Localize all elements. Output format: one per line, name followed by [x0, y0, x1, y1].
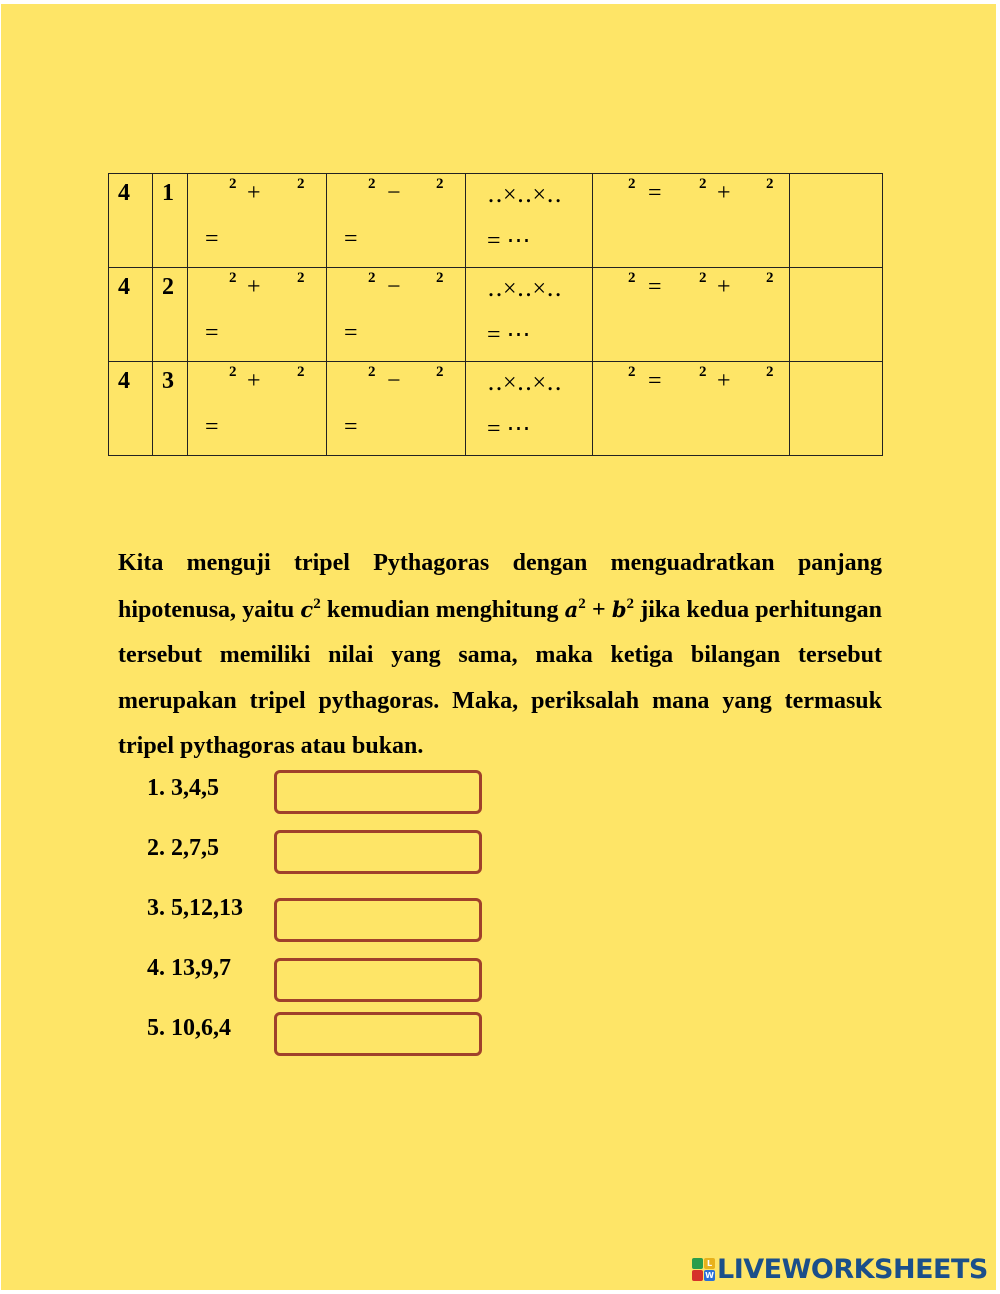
instructions-text-1: Kita menguji tripel Pythagoras dengan menguadratkan panjang hipotenusa, yaitu — [118, 550, 882, 623]
logo-square — [692, 1270, 703, 1281]
plus-op: + — [717, 180, 731, 206]
table-cell — [109, 174, 153, 268]
question-label: 4. 13,9,7 — [147, 955, 231, 981]
var-a: a — [564, 596, 579, 622]
equals-op: = — [648, 180, 662, 206]
square-mark: 2 — [628, 176, 636, 192]
question-label: 2. 2,7,5 — [147, 835, 219, 861]
answer-box[interactable] — [274, 770, 482, 814]
product-expr[interactable]: ‥×‥×‥ — [487, 370, 563, 396]
answer-cell[interactable] — [790, 174, 883, 268]
plus-op: + — [717, 274, 731, 300]
square-mark: 2 — [229, 176, 237, 192]
table-cell — [153, 268, 188, 362]
square-mark: 2 — [368, 176, 376, 192]
table-cell — [466, 174, 593, 268]
minus-op: − — [387, 180, 401, 206]
answer-box[interactable] — [274, 958, 482, 1002]
answer-box[interactable] — [274, 898, 482, 942]
answer-cell[interactable] — [790, 268, 883, 362]
product-result[interactable]: = ⋯ — [487, 322, 531, 348]
plus-op: + — [717, 368, 731, 394]
table-cell — [593, 362, 790, 456]
instructions-text-2: kemudian menghitung — [320, 596, 565, 623]
plus-op: + — [247, 180, 261, 206]
product-result[interactable]: = ⋯ — [487, 416, 531, 442]
minus-op: − — [387, 274, 401, 300]
equals-op: = — [648, 274, 662, 300]
square-mark: 2 — [699, 270, 707, 286]
square-mark: 2 — [766, 364, 774, 380]
n-value: 4 — [118, 368, 130, 394]
table-cell — [593, 268, 790, 362]
var-c: c — [300, 596, 314, 622]
square-mark: 2 — [766, 270, 774, 286]
table-cell — [188, 362, 327, 456]
square-mark: 2 — [436, 270, 444, 286]
table-cell — [593, 174, 790, 268]
square-mark: 2 — [229, 270, 237, 286]
n-value: 4 — [118, 274, 130, 300]
instructions-paragraph — [118, 541, 882, 770]
m-value: 1 — [162, 180, 174, 206]
sup-a: 2 — [578, 595, 586, 612]
pythagoras-table — [108, 173, 883, 456]
square-mark: 2 — [699, 176, 707, 192]
equals-input[interactable]: = — [205, 226, 219, 252]
sup-b: 2 — [626, 595, 635, 612]
square-mark: 2 — [368, 270, 376, 286]
square-mark: 2 — [229, 364, 237, 380]
table-cell — [466, 362, 593, 456]
liveworksheets-logo — [692, 1254, 988, 1285]
plus-sign: + — [585, 596, 612, 623]
answer-box[interactable] — [274, 830, 482, 874]
answer-box[interactable] — [274, 1012, 482, 1056]
square-mark: 2 — [699, 364, 707, 380]
product-result[interactable]: = ⋯ — [487, 228, 531, 254]
square-mark: 2 — [436, 176, 444, 192]
equals-input[interactable]: = — [344, 414, 358, 440]
square-mark: 2 — [297, 364, 305, 380]
equals-input[interactable]: = — [205, 414, 219, 440]
equals-op: = — [648, 368, 662, 394]
table-row — [109, 174, 883, 268]
square-mark: 2 — [368, 364, 376, 380]
product-expr[interactable]: ‥×‥×‥ — [487, 276, 563, 302]
minus-op: − — [387, 368, 401, 394]
square-mark: 2 — [628, 364, 636, 380]
table-cell — [327, 268, 466, 362]
logo-text: LIVEWORKSHEETS — [717, 1254, 988, 1285]
table-cell — [188, 174, 327, 268]
table-cell — [327, 362, 466, 456]
instructions-text-3: jika kedua perhitungan tersebut memiliki nilai yang sama, maka ketiga bilangan tersebut merupakan tripel pythagoras. Maka, periksalah mana yang termasuk tripel pythagoras atau bukan. — [118, 596, 882, 759]
product-expr[interactable]: ‥×‥×‥ — [487, 182, 563, 208]
plus-op: + — [247, 274, 261, 300]
m-value: 2 — [162, 274, 174, 300]
question-label: 1. 3,4,5 — [147, 775, 219, 801]
table-cell — [327, 174, 466, 268]
answer-cell[interactable] — [790, 362, 883, 456]
table-cell — [109, 268, 153, 362]
equals-input[interactable]: = — [344, 226, 358, 252]
logo-mark-icon — [692, 1258, 715, 1281]
logo-letter-top: L — [704, 1258, 715, 1269]
table-row — [109, 268, 883, 362]
table-cell — [109, 362, 153, 456]
square-mark: 2 — [766, 176, 774, 192]
logo-letter-bottom: W — [705, 1271, 714, 1280]
table-cell — [188, 268, 327, 362]
table-cell — [153, 174, 188, 268]
plus-op: + — [247, 368, 261, 394]
n-value: 4 — [118, 180, 130, 206]
sup-c: 2 — [313, 595, 321, 612]
question-label: 5. 10,6,4 — [147, 1015, 231, 1041]
m-value: 3 — [162, 368, 174, 394]
equals-input[interactable]: = — [344, 320, 358, 346]
square-mark: 2 — [297, 270, 305, 286]
equals-input[interactable]: = — [205, 320, 219, 346]
logo-square — [692, 1258, 703, 1269]
table-cell — [153, 362, 188, 456]
table-cell — [466, 268, 593, 362]
table-row — [109, 362, 883, 456]
square-mark: 2 — [628, 270, 636, 286]
square-mark: 2 — [436, 364, 444, 380]
question-label: 3. 5,12,13 — [147, 895, 243, 921]
var-b: b — [611, 596, 627, 622]
square-mark: 2 — [297, 176, 305, 192]
